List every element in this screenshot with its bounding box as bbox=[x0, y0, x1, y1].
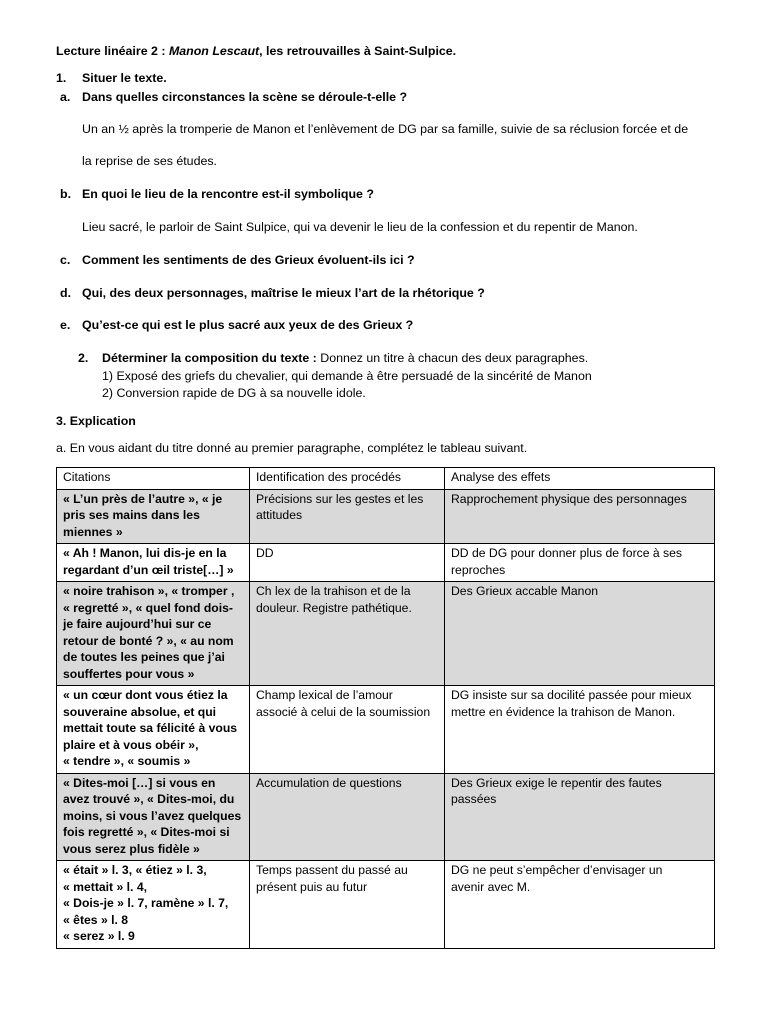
cell-line: « noire trahison », « tromper , bbox=[63, 584, 235, 598]
cell-line: « était » l. 3, « étiez » l. 3, bbox=[63, 863, 207, 877]
answer-a-line-2: la reprise de ses études. bbox=[82, 154, 217, 168]
section2-title: Déterminer la composition du texte : bbox=[102, 351, 317, 365]
citation-cell bbox=[57, 544, 250, 582]
cell-line: DG insiste sur sa docilité passée pour mieux bbox=[451, 688, 692, 702]
header-citations: Citations bbox=[57, 468, 250, 490]
table-row bbox=[57, 489, 715, 544]
table-row bbox=[57, 861, 715, 949]
header-effets: Analyse des effets bbox=[445, 468, 715, 490]
table-row bbox=[57, 686, 715, 774]
cell-line: miennes » bbox=[63, 524, 123, 539]
cell-line: « L’un près de l’autre », « je bbox=[63, 491, 223, 506]
title-prefix: Lecture linéaire 2 : bbox=[56, 44, 169, 58]
cell-line: « Dites-moi […] si vous en bbox=[63, 775, 216, 790]
citation-cell bbox=[57, 686, 250, 774]
effet-cell bbox=[445, 582, 715, 686]
cell-line: Précisions sur les gestes et les bbox=[256, 491, 424, 506]
question-e bbox=[60, 317, 414, 334]
cell-line: mettre en évidence la trahison de Manon. bbox=[451, 704, 676, 719]
section2-number: 2. bbox=[78, 351, 89, 365]
cell-line: Temps passent du passé au bbox=[256, 863, 408, 877]
section3-instruction: a. En vous aidant du titre donné au premier paragraphe, complétez le tableau suivant. bbox=[56, 441, 528, 455]
question-c bbox=[60, 252, 415, 269]
table-body bbox=[57, 489, 715, 948]
cell-line: plaire et à vous obéir », bbox=[63, 737, 199, 752]
cell-line: attitudes bbox=[256, 508, 303, 522]
document-title bbox=[56, 43, 456, 60]
cell-line: souveraine absolue, et qui bbox=[63, 704, 217, 719]
cell-line: « un cœur dont vous étiez la bbox=[63, 688, 228, 702]
cell-line: DD bbox=[256, 546, 274, 560]
cell-line: retour de bonté ? », « au nom bbox=[63, 633, 234, 648]
section2-instruction: Donnez un titre à chacun des deux paragraphes. bbox=[316, 351, 589, 365]
effet-cell bbox=[445, 544, 715, 582]
cell-line: « tendre », « soumis » bbox=[63, 754, 191, 768]
procede-cell bbox=[250, 773, 445, 861]
question-b bbox=[60, 186, 374, 203]
procede-cell bbox=[250, 582, 445, 686]
cell-line: « êtes » l. 8 bbox=[63, 912, 129, 927]
cell-line: reproches bbox=[451, 562, 506, 577]
question-text: Qu’est-ce qui est le plus sacré aux yeux de des Grieux ? bbox=[82, 318, 414, 332]
cell-line: passées bbox=[451, 792, 497, 806]
cell-line: DD de DG pour donner plus de force à ses bbox=[451, 546, 683, 560]
citation-cell bbox=[57, 773, 250, 861]
section1-number: 1. bbox=[56, 71, 67, 85]
citation-cell bbox=[57, 582, 250, 686]
section1-heading bbox=[56, 70, 167, 87]
cell-line: mettait toute sa félicité à vous bbox=[63, 721, 238, 735]
cell-line: présent puis au futur bbox=[256, 879, 368, 894]
effet-cell bbox=[445, 489, 715, 544]
cell-line: Accumulation de questions bbox=[256, 775, 402, 790]
procede-cell bbox=[250, 489, 445, 544]
cell-line: Des Grieux accable Manon bbox=[451, 584, 598, 598]
cell-line: vous serez plus fidèle » bbox=[63, 841, 200, 856]
citation-cell bbox=[57, 861, 250, 949]
table-row bbox=[57, 544, 715, 582]
effet-cell bbox=[445, 861, 715, 949]
cell-line: « Dois-je » l. 7, ramène » l. 7, bbox=[63, 896, 229, 910]
cell-line: Champ lexical de l’amour bbox=[256, 688, 393, 702]
question-letter: a. bbox=[60, 90, 71, 104]
cell-line: « regretté », « quel fond dois- bbox=[63, 600, 233, 615]
section1-title: Situer le texte. bbox=[82, 71, 167, 85]
question-text: En quoi le lieu de la rencontre est-il symbolique ? bbox=[82, 187, 374, 201]
cell-line: Des Grieux exige le repentir des fautes bbox=[451, 775, 662, 790]
analysis-table bbox=[56, 467, 715, 949]
question-a bbox=[60, 89, 408, 106]
question-text: Comment les sentiments de des Grieux évoluent-ils ici ? bbox=[82, 253, 415, 267]
procede-cell bbox=[250, 861, 445, 949]
header-procedes: Identification des procédés bbox=[250, 468, 445, 490]
title-suffix: , les retrouvailles à Saint-Sulpice. bbox=[259, 44, 457, 58]
cell-line: « Ah ! Manon, lui dis-je en la bbox=[63, 546, 227, 560]
question-text: Qui, des deux personnages, maîtrise le mieux l’art de la rhétorique ? bbox=[82, 286, 485, 300]
cell-line: regardant d’un œil triste[…] » bbox=[63, 562, 234, 577]
cell-line: DG ne peut s’empêcher d’envisager un bbox=[451, 863, 663, 877]
cell-line: Ch lex de la trahison et de la bbox=[256, 584, 411, 598]
section2-item-1: 1) Exposé des griefs du chevalier, qui demande à être persuadé de la sincérité de Manon bbox=[102, 369, 592, 383]
cell-line: Rapprochement physique des personnages bbox=[451, 491, 687, 506]
table-header-row bbox=[57, 468, 715, 490]
cell-line: avenir avec M. bbox=[451, 879, 531, 894]
cell-line: « mettait » l. 4, bbox=[63, 879, 147, 894]
effet-cell bbox=[445, 773, 715, 861]
question-text: Dans quelles circonstances la scène se déroule-t-elle ? bbox=[82, 90, 408, 104]
question-letter: c. bbox=[60, 253, 71, 267]
citation-cell bbox=[57, 489, 250, 544]
cell-line: avez trouvé », « Dites-moi, du bbox=[63, 792, 235, 806]
title-work: Manon Lescaut bbox=[168, 44, 260, 58]
question-letter: b. bbox=[60, 187, 72, 201]
cell-line: souffertes pour vous » bbox=[63, 666, 195, 681]
question-letter: e. bbox=[60, 318, 71, 332]
section3-heading: 3. Explication bbox=[56, 414, 136, 428]
section2-heading bbox=[78, 350, 589, 367]
cell-line: fois regretté », « Dites-moi si bbox=[63, 825, 230, 839]
cell-line: « serez » l. 9 bbox=[63, 929, 135, 943]
cell-line: de toutes les peines que j’ai bbox=[63, 650, 225, 664]
cell-line: moins, si vous l’avez quelques bbox=[63, 808, 242, 823]
question-d bbox=[60, 285, 485, 302]
cell-line: associé à celui de la soumission bbox=[256, 704, 431, 719]
cell-line: je faire aujourd’hui sur ce bbox=[63, 617, 212, 631]
table-row bbox=[57, 773, 715, 861]
question-letter: d. bbox=[60, 286, 72, 300]
answer-a-line-1: Un an ½ après la tromperie de Manon et l’enlèvement de DG par sa famille, suivie de sa réclusion forcée et de bbox=[82, 122, 689, 136]
section2-item-2: 2) Conversion rapide de DG à sa nouvelle idole. bbox=[102, 386, 366, 400]
cell-line: pris ses mains dans les bbox=[63, 508, 200, 522]
cell-line: douleur. Registre pathétique. bbox=[256, 600, 412, 615]
procede-cell bbox=[250, 544, 445, 582]
table-row bbox=[57, 582, 715, 686]
answer-b-line-1: Lieu sacré, le parloir de Saint Sulpice, qui va devenir le lieu de la confession et du repentir de Manon. bbox=[82, 220, 638, 234]
effet-cell bbox=[445, 686, 715, 774]
procede-cell bbox=[250, 686, 445, 774]
